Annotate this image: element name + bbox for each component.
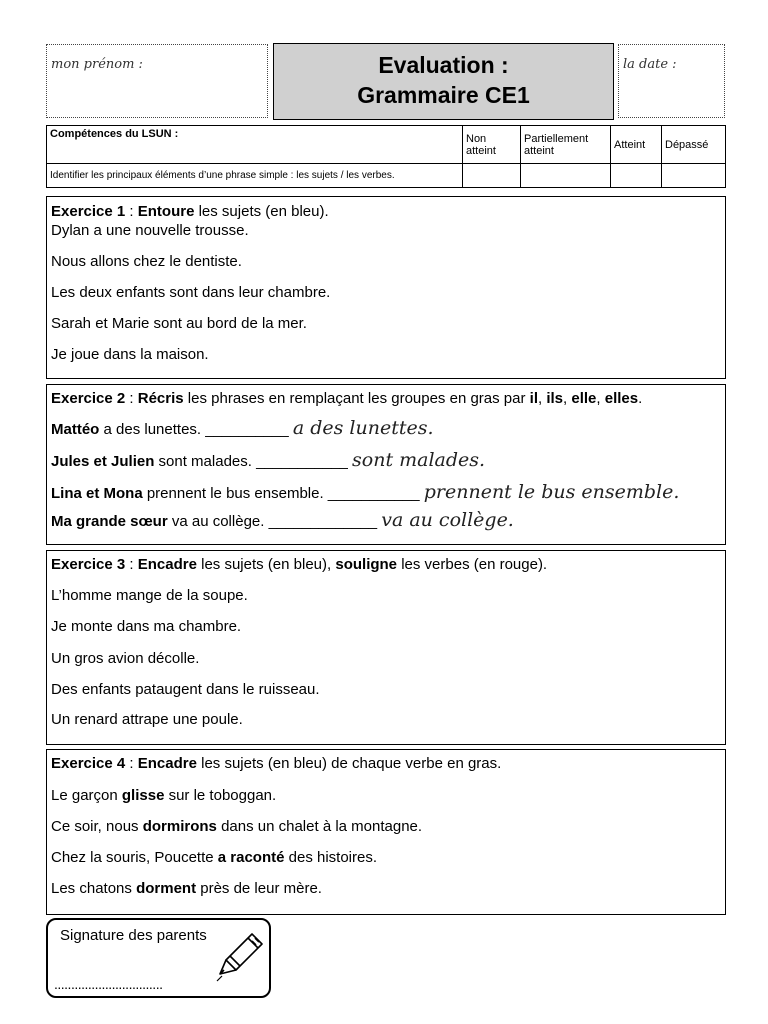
answer-blank[interactable]: ___________ — [327, 485, 420, 502]
ex4-sentence[interactable]: Le garçon glisse sur le toboggan. — [51, 787, 277, 804]
ex1-verb: Entoure — [137, 203, 195, 220]
ex3-sentence[interactable]: Un gros avion décolle. — [51, 650, 200, 667]
col-atteint: Atteint — [611, 126, 662, 164]
ex4-sentence[interactable]: Les chatons dorment près de leur mère. — [51, 880, 322, 897]
ex2-item: Jules et Julien sont malades. ___________ sont malades. — [51, 449, 486, 471]
name-box[interactable] — [46, 44, 268, 118]
exercise-2 — [46, 384, 726, 545]
cell-atteint[interactable] — [611, 164, 662, 188]
handwritten-answer: sont malades. — [352, 449, 486, 471]
cell-non-atteint[interactable] — [463, 164, 521, 188]
ex1-sentence[interactable]: Les deux enfants sont dans leur chambre. — [51, 284, 331, 301]
pen-icon — [212, 928, 268, 984]
ex1-sentence[interactable]: Sarah et Marie sont au bord de la mer. — [51, 315, 307, 332]
exercise-4 — [46, 749, 726, 915]
col-partiel: Partiellement atteint — [521, 126, 611, 164]
cell-partiel[interactable] — [521, 164, 611, 188]
exercise-3 — [46, 550, 726, 745]
skill-text: Identifier les principaux éléments d’une phrase simple : les sujets / les verbes. — [47, 164, 463, 188]
title-line1: Evaluation : — [378, 52, 509, 78]
ex1-label: Exercice 1 — [51, 203, 126, 220]
cell-depasse[interactable] — [662, 164, 726, 188]
ex4-label: Exercice 4 — [51, 755, 126, 772]
ex3-sentence[interactable]: Je monte dans ma chambre. — [51, 618, 242, 635]
ex2-item: Mattéo a des lunettes. __________ a des lunettes. — [51, 417, 434, 439]
answer-blank[interactable]: _____________ — [268, 513, 378, 530]
ex3-instruction: Exercice 3 : Encadre les sujets (en bleu), souligne les verbes (en rouge). — [51, 556, 548, 573]
competences-table — [46, 125, 726, 188]
signature-label: Signature des parents — [60, 927, 207, 944]
ex4-sentence[interactable]: Ce soir, nous dormirons dans un chalet à la montagne. — [51, 818, 423, 835]
handwritten-answer: va au collège. — [381, 509, 514, 531]
date-box[interactable] — [618, 44, 725, 118]
answer-blank[interactable]: __________ — [205, 421, 289, 438]
col-depasse: Dépassé — [662, 126, 726, 164]
ex3-sentence[interactable]: L’homme mange de la soupe. — [51, 587, 248, 604]
ex3-sentence[interactable]: Des enfants pataugent dans le ruisseau. — [51, 681, 320, 698]
handwritten-answer: prennent le bus ensemble. — [423, 481, 680, 503]
ex1-instruction: Exercice 1 : Entoure les sujets (en bleu). — [51, 203, 329, 220]
ex4-instruction: Exercice 4 : Encadre les sujets (en bleu) de chaque verbe en gras. — [51, 755, 502, 772]
title-box — [273, 43, 614, 120]
ex2-item: Lina et Mona prennent le bus ensemble. ___________ prennent le bus ensemble. — [51, 481, 680, 503]
ex2-instruction: Exercice 2 : Récris les phrases en remplaçant les groupes en gras par il, ils, elle, elles. — [51, 390, 643, 407]
ex1-sentence[interactable]: Nous allons chez le dentiste. — [51, 253, 242, 270]
ex3-label: Exercice 3 — [51, 556, 126, 573]
ex3-sentence[interactable]: Un renard attrape une poule. — [51, 711, 243, 728]
col-non-atteint: Non atteint — [463, 126, 521, 164]
signature-box[interactable] — [46, 918, 271, 998]
ex1-sentence[interactable]: Dylan a une nouvelle trousse. — [51, 222, 249, 239]
ex4-sentence[interactable]: Chez la souris, Poucette a raconté des histoires. — [51, 849, 378, 866]
answer-blank[interactable]: ___________ — [256, 453, 348, 470]
ex2-verb: Récris — [137, 390, 184, 407]
competences-header: Compétences du LSUN : — [47, 126, 463, 164]
date-label: la date : — [623, 57, 677, 72]
ex2-label: Exercice 2 — [51, 390, 126, 407]
handwritten-answer: a des lunettes. — [292, 417, 434, 439]
exercise-1 — [46, 196, 726, 379]
signature-dots: ................................ — [54, 976, 163, 992]
ex1-sentence[interactable]: Je joue dans la maison. — [51, 346, 209, 363]
ex2-item: Ma grande sœur va au collège. _____________ va au collège. — [51, 509, 514, 531]
name-label: mon prénom : — [51, 57, 143, 72]
title-line2: Grammaire CE1 — [357, 82, 530, 108]
